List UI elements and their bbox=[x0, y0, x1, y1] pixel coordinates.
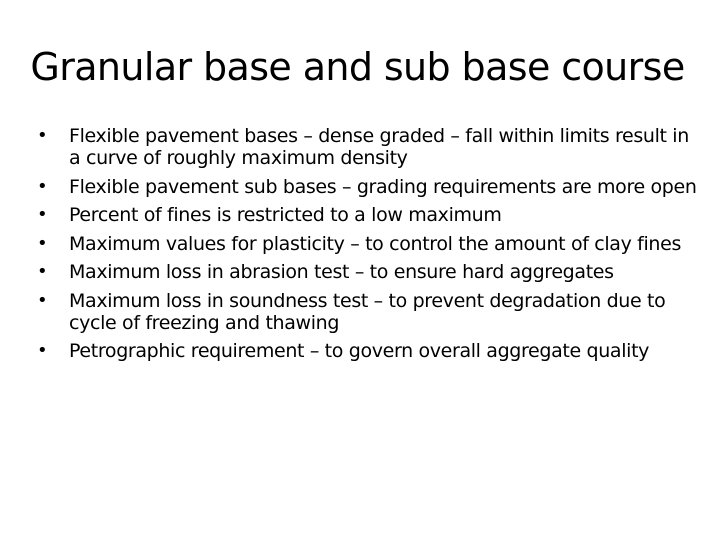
bullet-text: Flexible pavement sub bases – grading requirements are more open bbox=[69, 175, 697, 198]
bullet-item bbox=[35, 176, 705, 198]
slide-title: Granular base and sub base course bbox=[30, 45, 685, 89]
bullet-icon: • bbox=[37, 289, 48, 311]
bullet-icon: • bbox=[37, 232, 48, 254]
bullet-text: Petrographic requirement – to govern overall aggregate quality bbox=[69, 340, 650, 362]
bullet-item bbox=[35, 340, 705, 362]
bullet-icon: • bbox=[37, 125, 48, 146]
bullet-icon: • bbox=[37, 175, 48, 197]
bullet-item bbox=[35, 233, 705, 255]
bullet-icon: • bbox=[37, 261, 48, 282]
bullet-text: Percent of fines is restricted to a low maximum bbox=[69, 204, 502, 226]
bullet-item bbox=[35, 204, 705, 226]
bullet-text: Maximum loss in soundness test – to prevent degradation due to cycle of freezing and thawing bbox=[69, 289, 666, 334]
bullet-text: Flexible pavement bases – dense graded – fall within limits result in a curve of roughly maximum density bbox=[69, 125, 689, 169]
bullet-item bbox=[35, 261, 705, 283]
bullet-icon: • bbox=[37, 340, 48, 361]
bullet-icon: • bbox=[37, 204, 48, 225]
bullet-text: Maximum loss in abrasion test – to ensure hard aggregates bbox=[69, 261, 614, 283]
bullet-item bbox=[35, 125, 705, 169]
bullet-text: Maximum values for plasticity – to control the amount of clay fines bbox=[69, 232, 682, 255]
bullet-list bbox=[35, 125, 705, 362]
bullet-item bbox=[35, 290, 705, 334]
